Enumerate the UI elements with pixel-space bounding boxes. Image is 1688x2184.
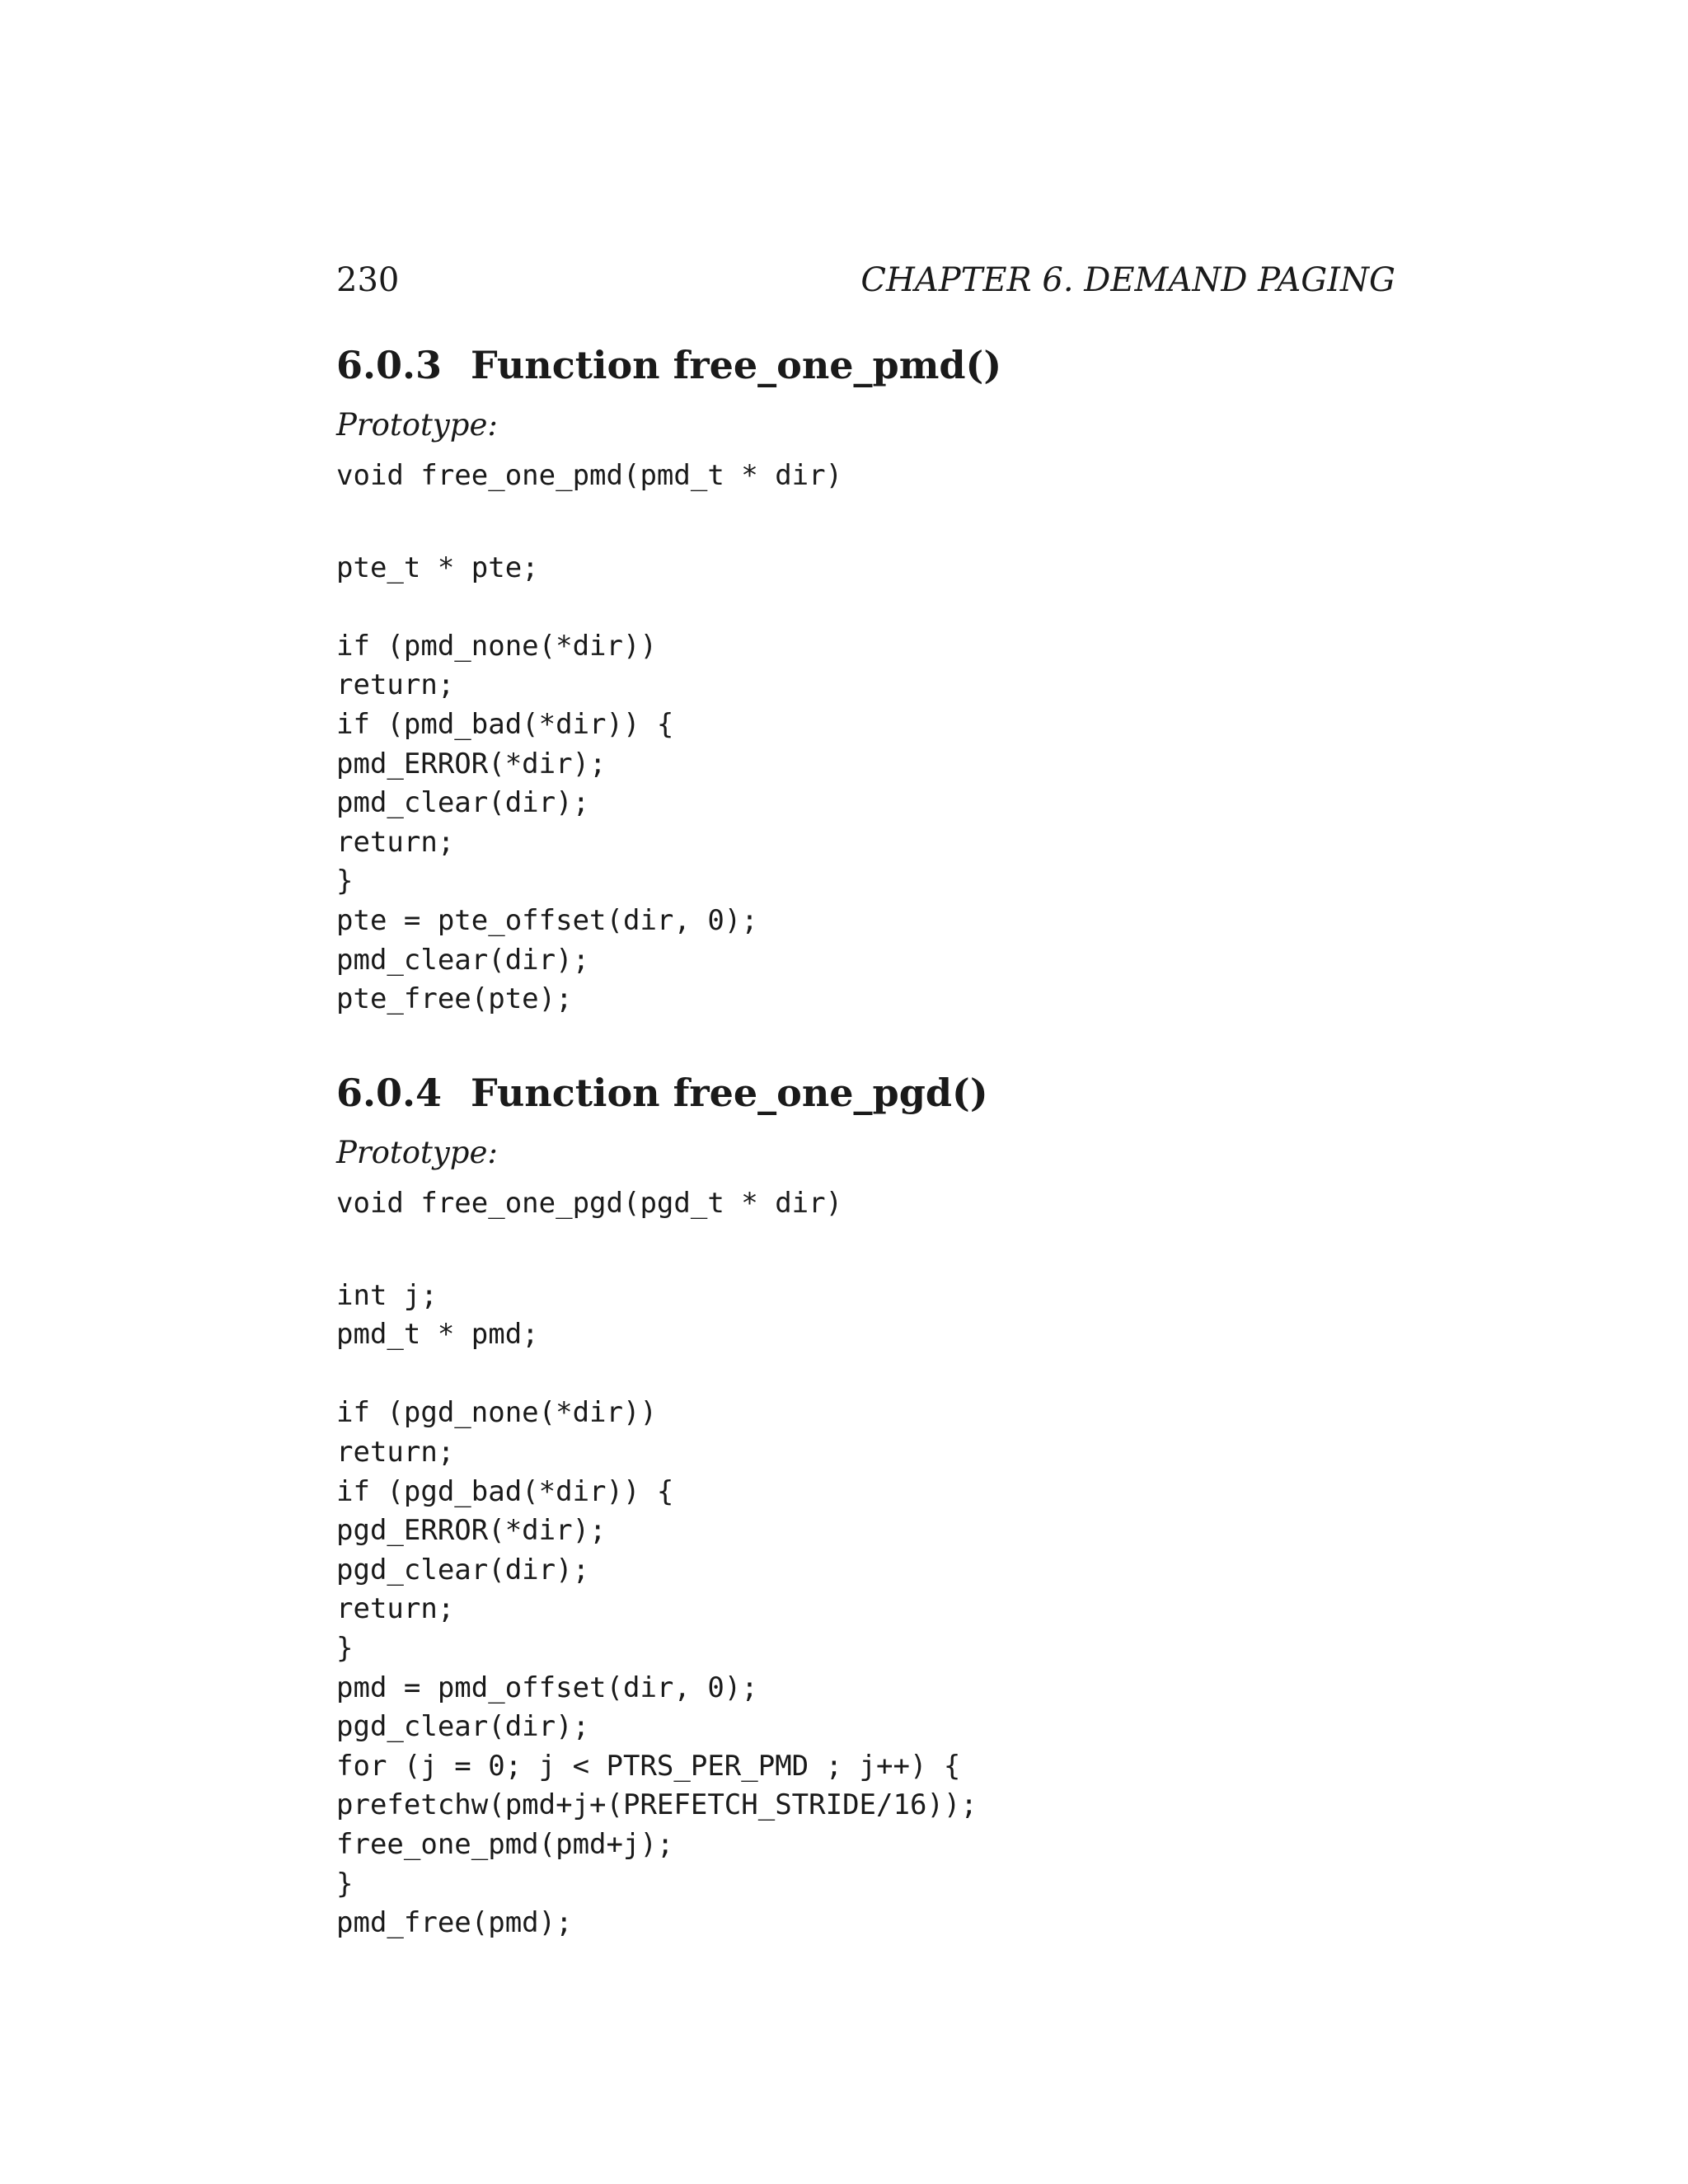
- code-line: int j;: [336, 1278, 438, 1312]
- code-line: pmd_clear(dir);: [336, 943, 590, 977]
- code-line: prefetchw(pmd+j+(PREFETCH_STRIDE/16));: [336, 1788, 978, 1822]
- code-line: pmd_free(pmd);: [336, 1906, 573, 1940]
- blank-line: [336, 588, 1395, 627]
- running-header: [336, 259, 1395, 302]
- code-line: free_one_pmd(pmd+j);: [336, 1827, 674, 1861]
- code-line: pmd_clear(dir);: [336, 786, 590, 820]
- section-number: 6.0.3: [336, 343, 443, 387]
- section-title: Function free_one_pgd(): [471, 1071, 988, 1115]
- code-line: pgd_clear(dir);: [336, 1553, 590, 1586]
- code-line: }: [336, 1867, 354, 1900]
- code-line: pmd = pmd_offset(dir, 0);: [336, 1671, 758, 1704]
- section-free-one-pgd: [336, 1066, 1395, 1943]
- section-heading: [336, 338, 1395, 392]
- code-line: if (pgd_bad(*dir)) {: [336, 1474, 674, 1508]
- blank-line: [336, 1355, 1395, 1394]
- prototype-label: Prototype:: [336, 1135, 498, 1170]
- code-line: for (j = 0; j < PTRS_PER_PMD ; j++) {: [336, 1749, 961, 1783]
- code-line: return;: [336, 825, 455, 859]
- section-free-one-pmd: [336, 338, 1395, 1019]
- code-block: [336, 549, 1395, 1019]
- page-number: 230: [336, 261, 400, 299]
- code-line: return;: [336, 668, 455, 702]
- prototype-code: void free_one_pgd(pgd_t * dir): [336, 1187, 843, 1220]
- code-line: pte = pte_offset(dir, 0);: [336, 903, 758, 937]
- code-block: [336, 1277, 1395, 1943]
- section-number: 6.0.4: [336, 1071, 443, 1115]
- section-heading: [336, 1066, 1395, 1120]
- code-line: if (pmd_none(*dir)): [336, 629, 657, 663]
- code-line: pte_free(pte);: [336, 982, 573, 1016]
- code-line: if (pmd_bad(*dir)) {: [336, 707, 674, 741]
- code-line: }: [336, 1631, 354, 1665]
- code-line: pgd_ERROR(*dir);: [336, 1514, 607, 1548]
- code-line: pgd_clear(dir);: [336, 1710, 590, 1744]
- code-line: pte_t * pte;: [336, 551, 539, 584]
- chapter-title: CHAPTER 6. DEMAND PAGING: [860, 261, 1395, 299]
- code-line: return;: [336, 1435, 455, 1469]
- prototype-code: void free_one_pmd(pmd_t * dir): [336, 459, 843, 492]
- prototype-label: Prototype:: [336, 407, 498, 443]
- code-line: }: [336, 865, 354, 898]
- code-line: if (pgd_none(*dir)): [336, 1396, 657, 1430]
- code-line: pmd_ERROR(*dir);: [336, 747, 607, 780]
- section-title: Function free_one_pmd(): [471, 343, 1002, 387]
- code-line: return;: [336, 1592, 455, 1626]
- code-line: pmd_t * pmd;: [336, 1318, 539, 1352]
